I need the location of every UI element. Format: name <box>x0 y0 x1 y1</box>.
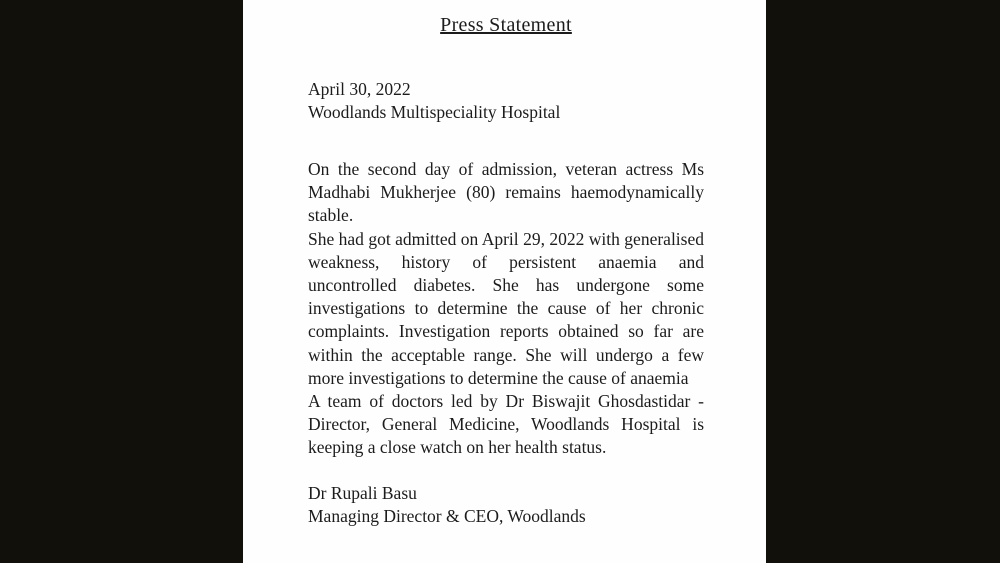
signature-title: Managing Director & CEO, Woodlands <box>308 505 586 526</box>
document-page <box>243 0 766 563</box>
body-paragraph: She had got admitted on April 29, 2022 with generalised weakness, history of persistent anaemia and uncontrolled diabetes. She has undergone some investigations to determine the cause of her chronic complaints. Investigation reports obtained so far are within the acceptable range. She will undergo a few more investigations to determine the cause of anaemia <box>308 228 704 388</box>
document-date: April 30, 2022 <box>308 79 411 99</box>
signature-name: Dr Rupali Basu <box>308 482 417 503</box>
body-paragraph: On the second day of admission, veteran actress Ms Madhabi Mukherjee (80) remains haemodynamically stable. <box>308 159 704 226</box>
document-meta <box>308 78 704 124</box>
document-title: Press Statement <box>440 14 572 36</box>
signature-block <box>308 482 704 528</box>
body-paragraph: A team of doctors led by Dr Biswajit Ghosdastidar - Director, General Medicine, Woodlands Hospital is keeping a close watch on her health status. <box>308 391 704 458</box>
document-organization: Woodlands Multispeciality Hospital <box>308 102 561 122</box>
document-body <box>308 158 704 460</box>
